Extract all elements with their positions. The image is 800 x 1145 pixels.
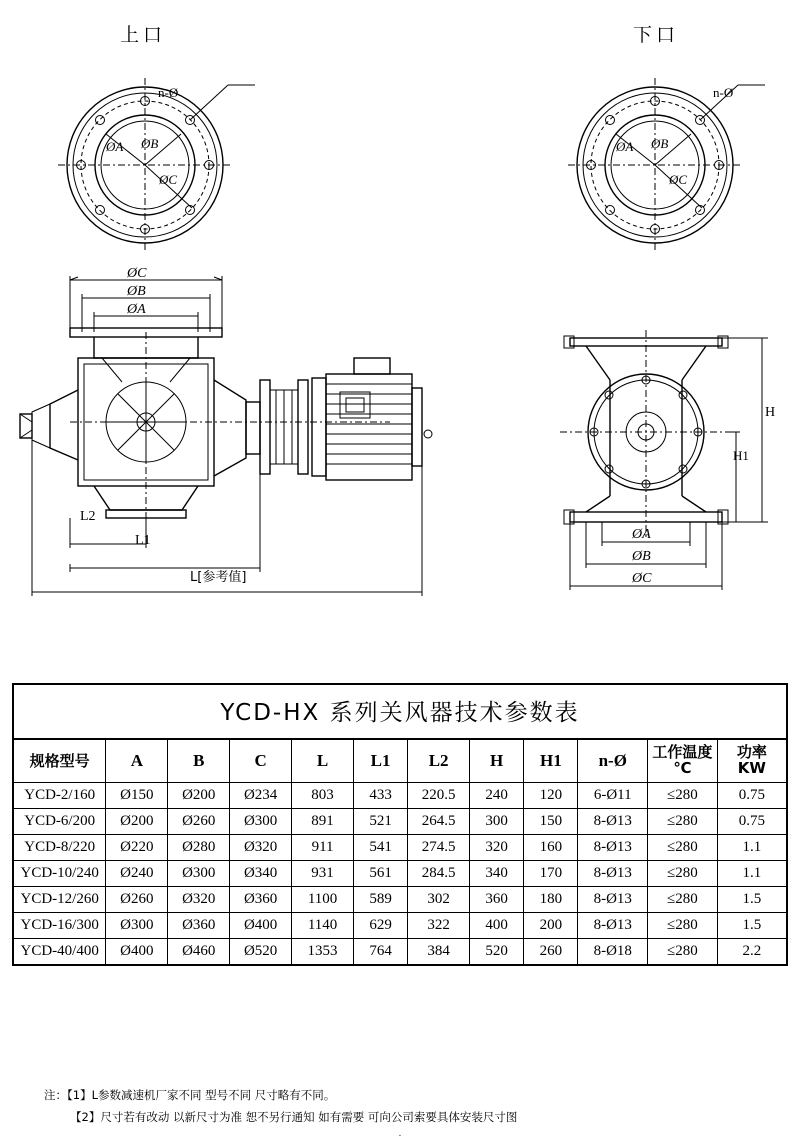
note-line-1: 注：【1】L参数减速机厂家不同 型号不同 尺寸略有不同。 — [44, 1088, 336, 1102]
cell-h1: 180 — [524, 886, 578, 912]
cell-l: 931 — [292, 860, 354, 886]
table-row — [13, 834, 787, 860]
cell-l1: 589 — [354, 886, 408, 912]
th-h: H — [470, 739, 524, 782]
th-power-label: 功率 — [736, 743, 767, 761]
cell-power: 0.75 — [717, 808, 787, 834]
dim-phiA-side: ØA — [632, 527, 651, 542]
callout-phiC-top: ØC — [159, 172, 178, 187]
cell-temp: ≤280 — [648, 938, 718, 965]
dim-H-side: H — [765, 405, 776, 420]
cell-c: Ø300 — [230, 808, 292, 834]
cell-h1: 160 — [524, 834, 578, 860]
cell-n-phi: 8-Ø13 — [578, 834, 648, 860]
cell-l: 911 — [292, 834, 354, 860]
table-header-row — [13, 739, 787, 782]
th-model: 规格型号 — [13, 739, 106, 782]
callout-phiB-bottom: ØB — [651, 136, 669, 151]
table-row — [13, 782, 787, 808]
cell-h1: 260 — [524, 938, 578, 965]
th-temp — [648, 739, 718, 782]
table-row — [13, 860, 787, 886]
side-elevation-view — [540, 320, 800, 600]
cell-model: YCD-16/300 — [13, 912, 106, 938]
cell-temp: ≤280 — [648, 860, 718, 886]
cell-b: Ø280 — [168, 834, 230, 860]
cell-c: Ø400 — [230, 912, 292, 938]
table-row — [13, 886, 787, 912]
spec-table-title: YCD-HX 系列关风器技术参数表 — [12, 683, 788, 738]
th-temp-label: 工作温度 — [652, 743, 713, 761]
cell-n-phi: 8-Ø13 — [578, 860, 648, 886]
cell-b: Ø200 — [168, 782, 230, 808]
cell-temp: ≤280 — [648, 782, 718, 808]
cell-h: 360 — [470, 886, 524, 912]
cell-h1: 120 — [524, 782, 578, 808]
dim-phiB-front: ØB — [127, 284, 146, 299]
cell-n-phi: 8-Ø13 — [578, 886, 648, 912]
th-n-phi: n-Ø — [578, 739, 648, 782]
callout-n-phi-bottom: n-Ø — [713, 85, 734, 100]
cell-l2: 384 — [408, 938, 470, 965]
table-row — [13, 808, 787, 834]
cell-l1: 433 — [354, 782, 408, 808]
callout-phiA-bottom: ØA — [616, 139, 634, 154]
cell-l2: 302 — [408, 886, 470, 912]
th-l: L — [292, 739, 354, 782]
cell-power: 1.5 — [717, 886, 787, 912]
dim-H1-side: H1 — [733, 448, 749, 463]
cell-h: 320 — [470, 834, 524, 860]
cell-l2: 274.5 — [408, 834, 470, 860]
cell-a: Ø150 — [106, 782, 168, 808]
cell-a: Ø200 — [106, 808, 168, 834]
cell-h: 400 — [470, 912, 524, 938]
dim-L1-front: L1 — [135, 533, 151, 548]
cell-temp: ≤280 — [648, 886, 718, 912]
cell-l2: 284.5 — [408, 860, 470, 886]
cell-c: Ø234 — [230, 782, 292, 808]
th-c: C — [230, 739, 292, 782]
table-row — [13, 938, 787, 965]
th-b: B — [168, 739, 230, 782]
callout-n-phi-top: n-Ø — [158, 85, 179, 100]
cell-b: Ø320 — [168, 886, 230, 912]
notes-block — [44, 1085, 764, 1129]
cell-l1: 541 — [354, 834, 408, 860]
th-h1: H1 — [524, 739, 578, 782]
cell-h1: 170 — [524, 860, 578, 886]
cell-a: Ø400 — [106, 938, 168, 965]
cell-l: 1100 — [292, 886, 354, 912]
cell-b: Ø260 — [168, 808, 230, 834]
cell-model: YCD-2/160 — [13, 782, 106, 808]
cell-temp: ≤280 — [648, 912, 718, 938]
cell-power: 1.1 — [717, 834, 787, 860]
table-row — [13, 912, 787, 938]
cell-power: 0.75 — [717, 782, 787, 808]
page-footer-mark: · — [398, 1130, 402, 1142]
th-power-unit: KW — [737, 758, 766, 777]
flange-view-bottom-outlet — [545, 60, 800, 260]
cell-h: 240 — [470, 782, 524, 808]
cell-h: 300 — [470, 808, 524, 834]
cell-c: Ø340 — [230, 860, 292, 886]
cell-l1: 629 — [354, 912, 408, 938]
cell-power: 2.2 — [717, 938, 787, 965]
table-body — [13, 782, 787, 965]
cell-power: 1.5 — [717, 912, 787, 938]
view-title-top-inlet: 上口 — [120, 24, 167, 46]
cell-c: Ø320 — [230, 834, 292, 860]
flange-view-top-inlet — [50, 60, 310, 260]
cell-model: YCD-10/240 — [13, 860, 106, 886]
callout-phiB-top: ØB — [141, 136, 159, 151]
cell-l2: 322 — [408, 912, 470, 938]
cell-h: 520 — [470, 938, 524, 965]
dim-L2-front: L2 — [80, 509, 96, 524]
cell-model: YCD-40/400 — [13, 938, 106, 965]
dim-L-front: L[参考值] — [190, 570, 247, 585]
spec-table-wrap — [12, 683, 788, 966]
cell-model: YCD-12/260 — [13, 886, 106, 912]
cell-a: Ø240 — [106, 860, 168, 886]
dim-phiC-side: ØC — [632, 571, 652, 586]
cell-c: Ø520 — [230, 938, 292, 965]
th-a: A — [106, 739, 168, 782]
spec-table — [12, 683, 788, 966]
cell-l2: 220.5 — [408, 782, 470, 808]
cell-l1: 764 — [354, 938, 408, 965]
cell-b: Ø360 — [168, 912, 230, 938]
cell-a: Ø220 — [106, 834, 168, 860]
dim-phiC-front: ØC — [127, 266, 147, 281]
callout-phiA-top: ØA — [106, 139, 124, 154]
cell-n-phi: 8-Ø13 — [578, 808, 648, 834]
th-l1: L1 — [354, 739, 408, 782]
callout-phiC-bottom: ØC — [669, 172, 688, 187]
cell-temp: ≤280 — [648, 808, 718, 834]
cell-temp: ≤280 — [648, 834, 718, 860]
cell-a: Ø300 — [106, 912, 168, 938]
th-l2: L2 — [408, 739, 470, 782]
cell-l: 891 — [292, 808, 354, 834]
cell-h: 340 — [470, 860, 524, 886]
front-elevation-view — [10, 262, 490, 602]
cell-model: YCD-6/200 — [13, 808, 106, 834]
th-temp-unit: ℃ — [673, 758, 692, 777]
cell-n-phi: 8-Ø18 — [578, 938, 648, 965]
view-title-bottom-outlet: 下口 — [633, 24, 680, 46]
cell-l: 803 — [292, 782, 354, 808]
cell-n-phi: 6-Ø11 — [578, 782, 648, 808]
cell-b: Ø460 — [168, 938, 230, 965]
dim-phiA-front: ØA — [127, 302, 146, 317]
cell-n-phi: 8-Ø13 — [578, 912, 648, 938]
cell-h1: 150 — [524, 808, 578, 834]
cell-l2: 264.5 — [408, 808, 470, 834]
cell-model: YCD-8/220 — [13, 834, 106, 860]
cell-b: Ø300 — [168, 860, 230, 886]
cell-a: Ø260 — [106, 886, 168, 912]
cell-l1: 521 — [354, 808, 408, 834]
cell-l1: 561 — [354, 860, 408, 886]
th-power — [717, 739, 787, 782]
cell-c: Ø360 — [230, 886, 292, 912]
note-line-2: 【2】尺寸若有改动 以新尺寸为准 恕不另行通知 如有需要 可向公司索要具体安装尺寸图 — [70, 1109, 518, 1124]
cell-power: 1.1 — [717, 860, 787, 886]
cell-l: 1140 — [292, 912, 354, 938]
dim-phiB-side: ØB — [632, 549, 651, 564]
cell-l: 1353 — [292, 938, 354, 965]
cell-h1: 200 — [524, 912, 578, 938]
